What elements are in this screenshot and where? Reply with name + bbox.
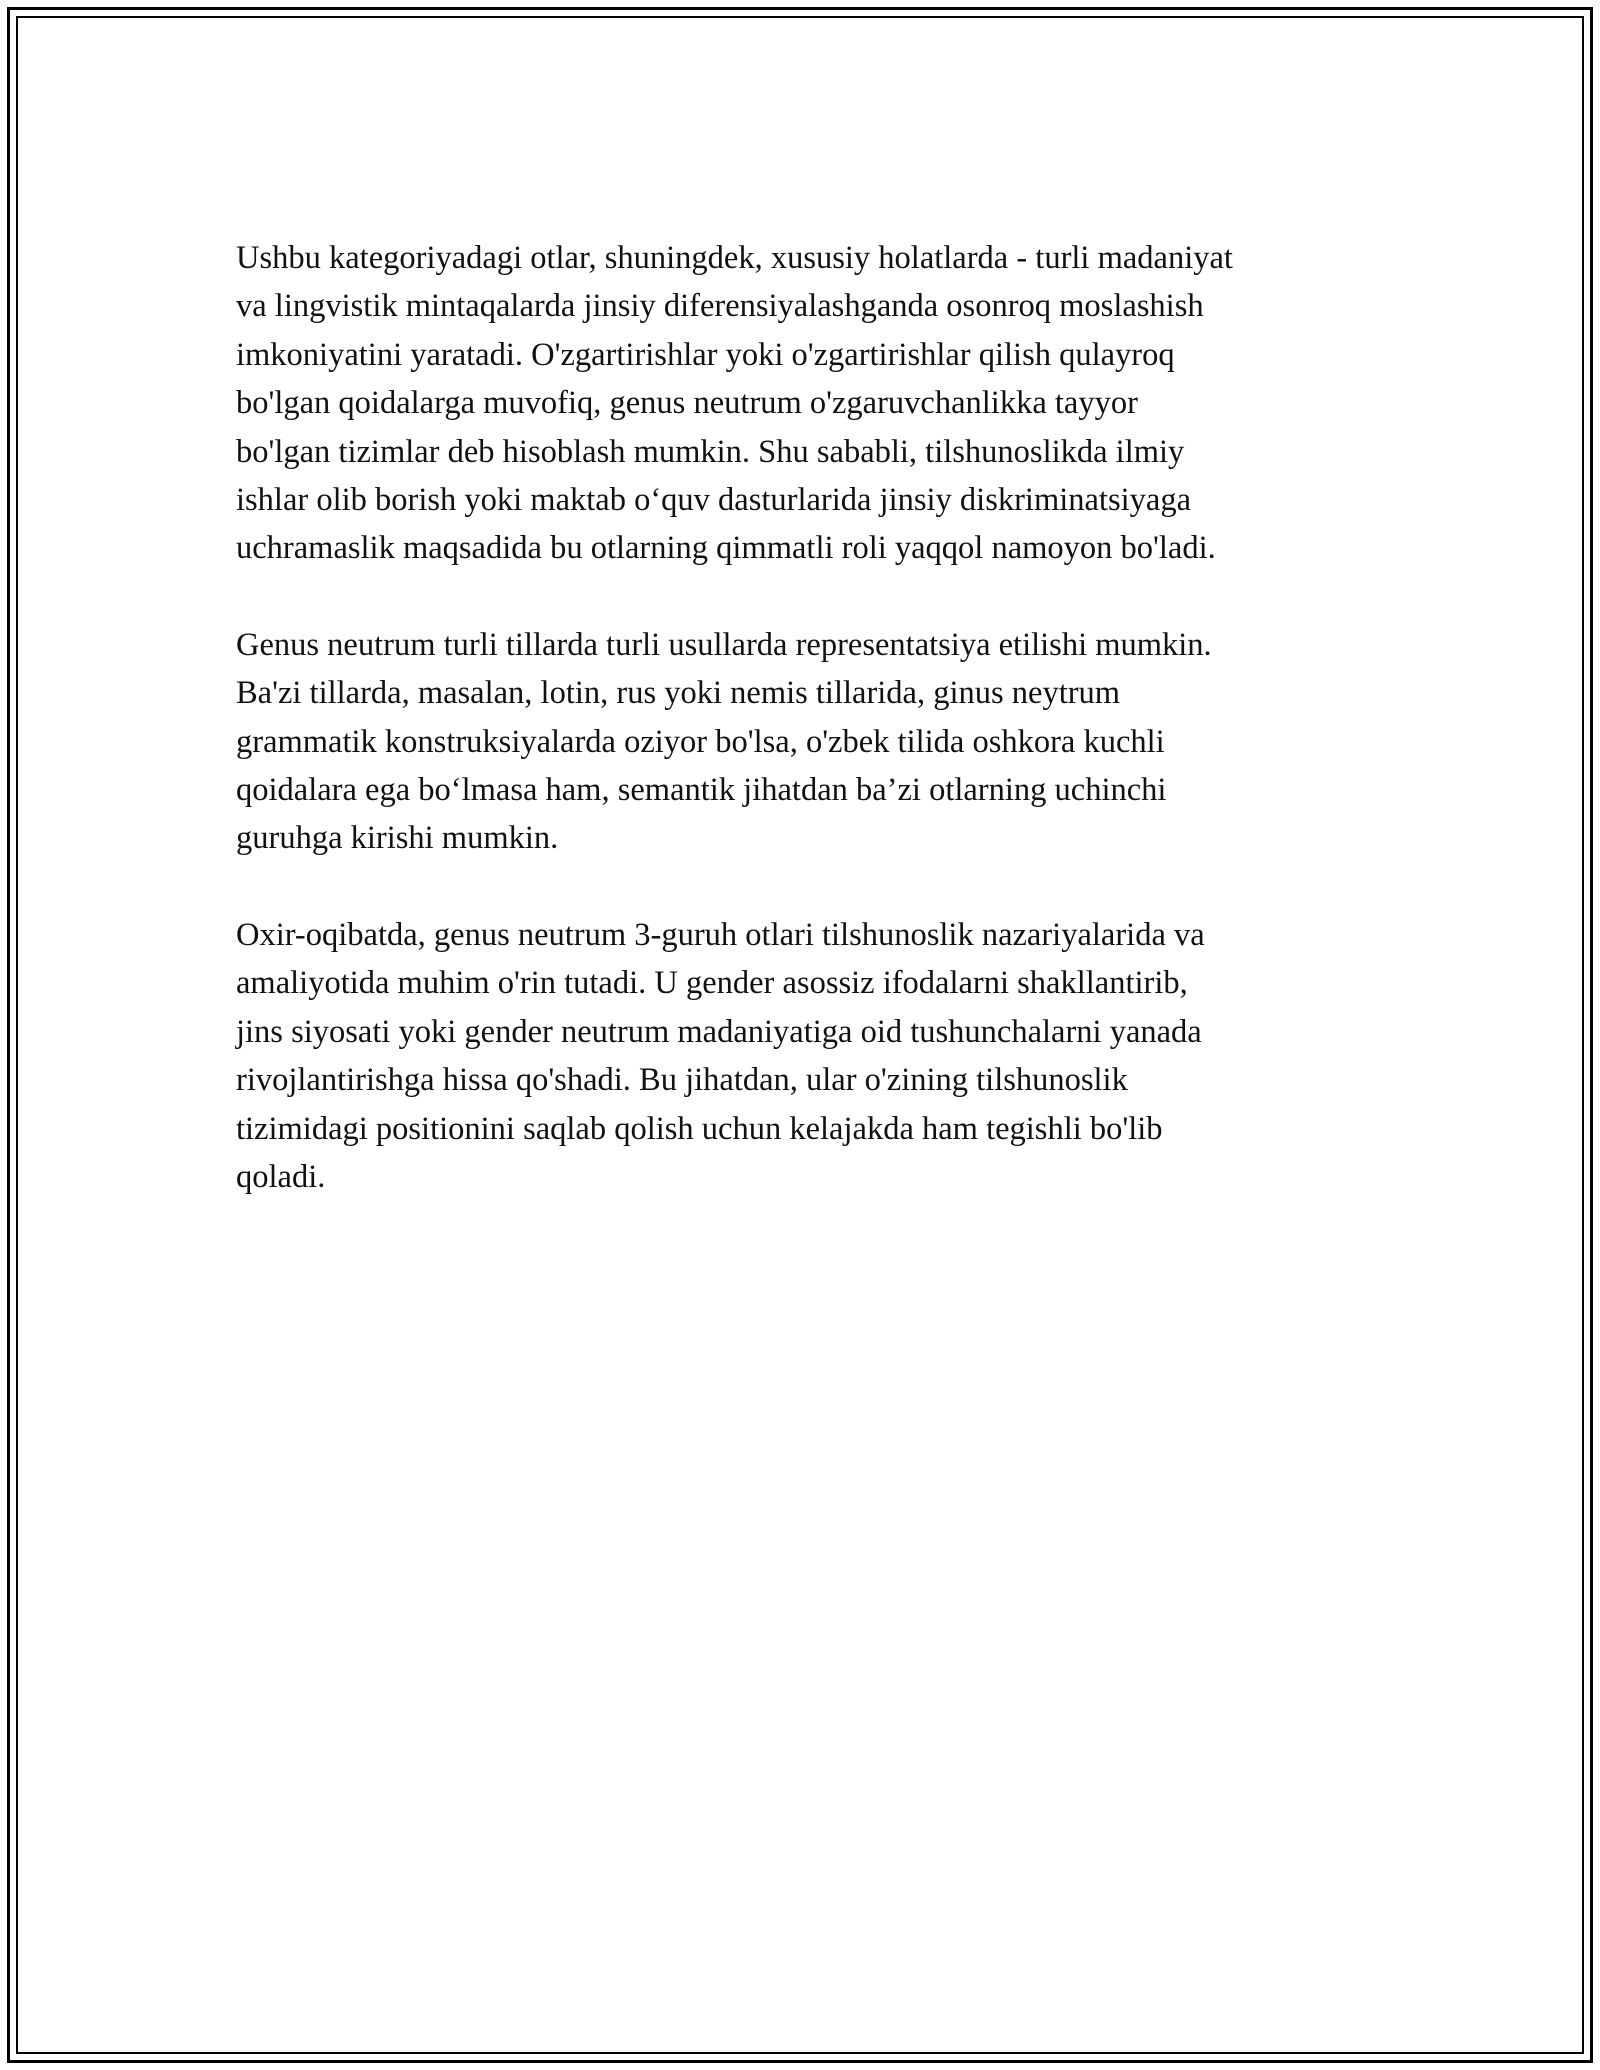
document-body — [236, 234, 1366, 1249]
text-line: Oxir-oqibatda, genus neutrum 3-guruh otlari tilshunoslik nazariyalarida va — [236, 916, 1205, 953]
text-line: qoladi. — [236, 1158, 326, 1195]
text-line: guruhga kirishi mumkin. — [236, 820, 559, 857]
text-line: qoidalara ega bo‘lmasa ham, semantik jihatdan ba’zi otlarning uchinchi — [236, 772, 1167, 809]
paragraph-3 — [236, 911, 1366, 1201]
text-line: Ba'zi tillarda, masalan, lotin, rus yoki nemis tillarida, ginus neytrum — [236, 675, 1121, 712]
text-line: grammatik konstruksiyalarda oziyor bo'lsa, o'zbek tilida oshkora kuchli — [236, 723, 1165, 760]
text-line: bo'lgan tizimlar deb hisoblash mumkin. Shu sababli, tilshunoslikda ilmiy — [236, 433, 1185, 470]
text-line: Genus neutrum turli tillarda turli usullarda representatsiya etilishi mumkin. — [236, 626, 1212, 663]
text-line: bo'lgan qoidalarga muvofiq, genus neutrum o'zgaruvchanlikka tayyor — [236, 385, 1138, 422]
text-line: Ushbu kategoriyadagi otlar, shuningdek, xususiy holatlarda - turli madaniyat — [236, 240, 1233, 276]
paragraph-2 — [236, 621, 1366, 863]
text-line: amaliyotida muhim o'rin tutadi. U gender asossiz ifodalarni shakllantirib, — [236, 965, 1188, 1002]
paragraph-1 — [236, 234, 1366, 573]
text-line: jins siyosati yoki gender neutrum madaniyatiga oid tushunchalarni yanada — [236, 1013, 1202, 1050]
text-line: ishlar olib borish yoki maktab o‘quv dasturlarida jinsiy diskriminatsiyaga — [236, 482, 1191, 519]
text-line: rivojlantirishga hissa qo'shadi. Bu jihatdan, ular o'zining tilshunoslik — [236, 1062, 1128, 1099]
text-line: tizimidagi positionini saqlab qolish uchun kelajakda ham tegishli bo'lib — [236, 1110, 1163, 1147]
text-line: uchramaslik maqsadida bu otlarning qimmatli roli yaqqol namoyon bo'ladi. — [236, 530, 1216, 567]
text-line: va lingvistik mintaqalarda jinsiy diferensiyalashganda osonroq moslashish — [236, 288, 1204, 325]
text-line: imkoniyatini yaratadi. O'zgartirishlar yoki o'zgartirishlar qilish qulayroq — [236, 336, 1175, 373]
